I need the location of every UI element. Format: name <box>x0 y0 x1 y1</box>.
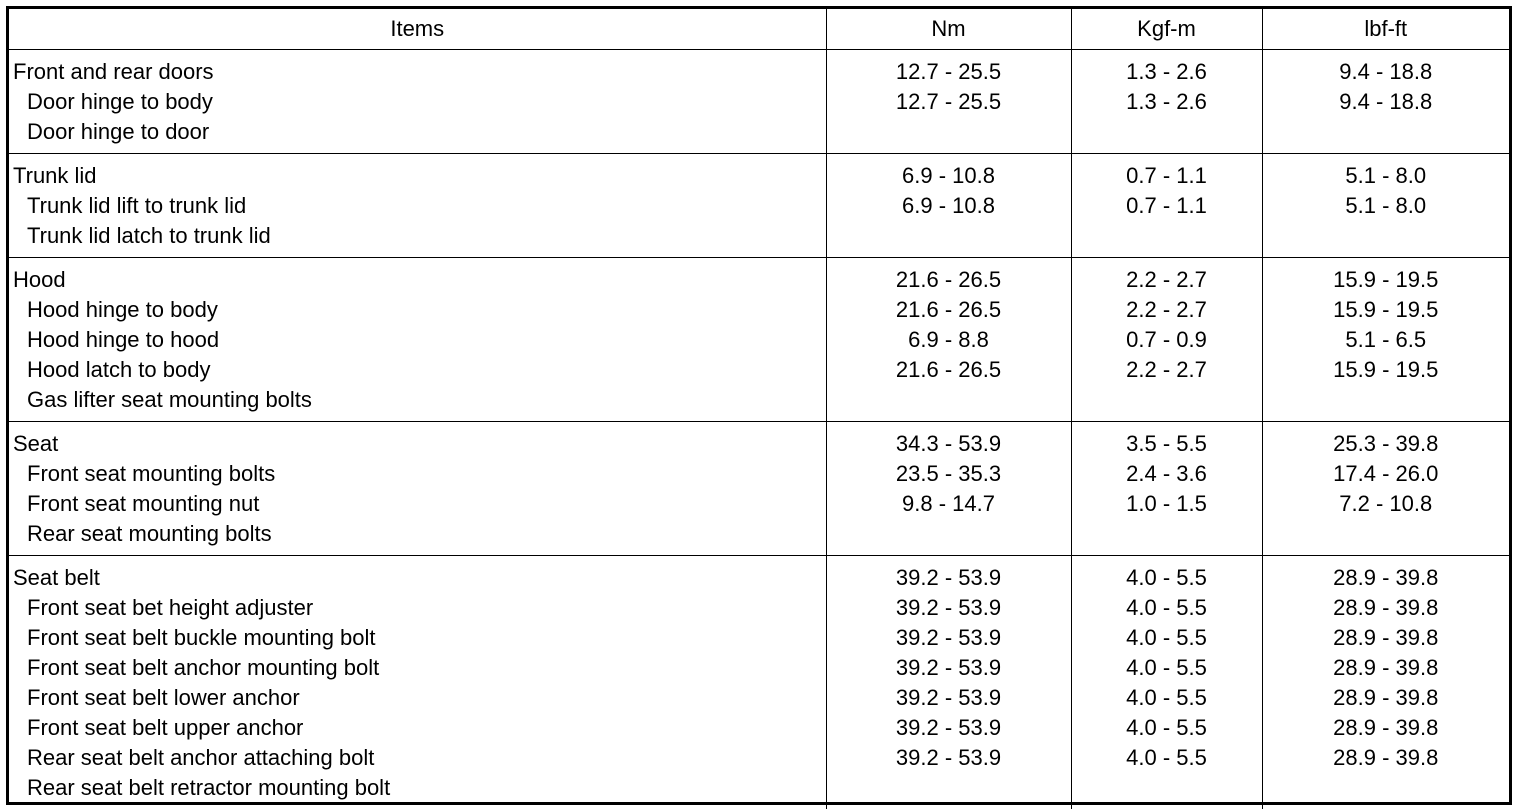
table-group <box>9 258 1509 422</box>
nm-value: 34.3 - 53.9 <box>826 422 1071 460</box>
table-row <box>9 191 1509 221</box>
kgf-m-value <box>1071 117 1262 154</box>
nm-value: 39.2 - 53.9 <box>826 683 1071 713</box>
table-row <box>9 489 1509 519</box>
item-name: Front seat mounting bolts <box>9 459 826 489</box>
table-row <box>9 459 1509 489</box>
lbf-ft-value: 9.4 - 18.8 <box>1262 50 1509 88</box>
lbf-ft-value <box>1262 221 1509 258</box>
table-group <box>9 556 1509 809</box>
item-name: Front seat belt anchor mounting bolt <box>9 653 826 683</box>
lbf-ft-value: 15.9 - 19.5 <box>1262 355 1509 385</box>
column-header-nm: Nm <box>826 9 1071 50</box>
table-row <box>9 653 1509 683</box>
lbf-ft-value: 28.9 - 39.8 <box>1262 593 1509 623</box>
table-group-header-row <box>9 556 1509 594</box>
item-name: Hood hinge to body <box>9 295 826 325</box>
table-group-header-row <box>9 422 1509 460</box>
lbf-ft-value: 25.3 - 39.8 <box>1262 422 1509 460</box>
lbf-ft-value: 28.9 - 39.8 <box>1262 683 1509 713</box>
lbf-ft-value: 15.9 - 19.5 <box>1262 258 1509 296</box>
column-header-lbf-ft: lbf-ft <box>1262 9 1509 50</box>
nm-value <box>826 519 1071 556</box>
table-row <box>9 593 1509 623</box>
item-name: Rear seat belt retractor mounting bolt <box>9 773 826 809</box>
kgf-m-value: 4.0 - 5.5 <box>1071 683 1262 713</box>
table-group <box>9 422 1509 556</box>
kgf-m-value <box>1071 385 1262 422</box>
item-name: Front seat belt buckle mounting bolt <box>9 623 826 653</box>
nm-value: 21.6 - 26.5 <box>826 355 1071 385</box>
nm-value: 39.2 - 53.9 <box>826 593 1071 623</box>
kgf-m-value: 0.7 - 1.1 <box>1071 154 1262 192</box>
table-row <box>9 713 1509 743</box>
table-row <box>9 683 1509 713</box>
nm-value: 12.7 - 25.5 <box>826 87 1071 117</box>
kgf-m-value <box>1071 773 1262 809</box>
lbf-ft-value: 28.9 - 39.8 <box>1262 623 1509 653</box>
group-title: Hood <box>9 258 826 296</box>
lbf-ft-value: 5.1 - 8.0 <box>1262 154 1509 192</box>
kgf-m-value: 2.2 - 2.7 <box>1071 355 1262 385</box>
torque-spec-table-frame <box>6 6 1512 805</box>
item-name: Front seat mounting nut <box>9 489 826 519</box>
lbf-ft-value: 28.9 - 39.8 <box>1262 556 1509 594</box>
lbf-ft-value <box>1262 385 1509 422</box>
item-name: Front seat belt upper anchor <box>9 713 826 743</box>
kgf-m-value: 4.0 - 5.5 <box>1071 743 1262 773</box>
table-row <box>9 295 1509 325</box>
kgf-m-value <box>1071 221 1262 258</box>
lbf-ft-value: 17.4 - 26.0 <box>1262 459 1509 489</box>
item-name: Front seat belt lower anchor <box>9 683 826 713</box>
nm-value <box>826 773 1071 809</box>
table-group-header-row <box>9 258 1509 296</box>
table-group-header-row <box>9 50 1509 88</box>
kgf-m-value: 4.0 - 5.5 <box>1071 653 1262 683</box>
nm-value: 21.6 - 26.5 <box>826 295 1071 325</box>
kgf-m-value: 1.0 - 1.5 <box>1071 489 1262 519</box>
table-row <box>9 773 1509 809</box>
table-group-header-row <box>9 154 1509 192</box>
item-name: Gas lifter seat mounting bolts <box>9 385 826 422</box>
item-name: Door hinge to body <box>9 87 826 117</box>
nm-value: 39.2 - 53.9 <box>826 653 1071 683</box>
nm-value: 39.2 - 53.9 <box>826 556 1071 594</box>
kgf-m-value: 0.7 - 0.9 <box>1071 325 1262 355</box>
table-row <box>9 221 1509 258</box>
nm-value: 39.2 - 53.9 <box>826 713 1071 743</box>
lbf-ft-value <box>1262 117 1509 154</box>
table-row <box>9 117 1509 154</box>
nm-value <box>826 385 1071 422</box>
nm-value: 9.8 - 14.7 <box>826 489 1071 519</box>
item-name: Hood latch to body <box>9 355 826 385</box>
lbf-ft-value: 15.9 - 19.5 <box>1262 295 1509 325</box>
group-title: Trunk lid <box>9 154 826 192</box>
item-name: Trunk lid latch to trunk lid <box>9 221 826 258</box>
header-row <box>9 9 1509 50</box>
nm-value: 6.9 - 8.8 <box>826 325 1071 355</box>
group-title: Seat belt <box>9 556 826 594</box>
item-name: Rear seat belt anchor attaching bolt <box>9 743 826 773</box>
lbf-ft-value: 5.1 - 8.0 <box>1262 191 1509 221</box>
nm-value: 21.6 - 26.5 <box>826 258 1071 296</box>
table-row <box>9 355 1509 385</box>
kgf-m-value: 3.5 - 5.5 <box>1071 422 1262 460</box>
lbf-ft-value: 28.9 - 39.8 <box>1262 743 1509 773</box>
table-row <box>9 325 1509 355</box>
kgf-m-value: 0.7 - 1.1 <box>1071 191 1262 221</box>
nm-value: 6.9 - 10.8 <box>826 154 1071 192</box>
torque-spec-table <box>9 9 1509 809</box>
item-name: Rear seat mounting bolts <box>9 519 826 556</box>
table-row <box>9 623 1509 653</box>
table-row <box>9 385 1509 422</box>
table-group <box>9 154 1509 258</box>
nm-value: 39.2 - 53.9 <box>826 623 1071 653</box>
item-name: Front seat bet height adjuster <box>9 593 826 623</box>
group-title: Seat <box>9 422 826 460</box>
lbf-ft-value <box>1262 773 1509 809</box>
group-title: Front and rear doors <box>9 50 826 88</box>
nm-value: 39.2 - 53.9 <box>826 743 1071 773</box>
item-name: Hood hinge to hood <box>9 325 826 355</box>
table-row <box>9 743 1509 773</box>
lbf-ft-value: 9.4 - 18.8 <box>1262 87 1509 117</box>
column-header-items: Items <box>9 9 826 50</box>
lbf-ft-value: 28.9 - 39.8 <box>1262 713 1509 743</box>
table-row <box>9 87 1509 117</box>
kgf-m-value: 1.3 - 2.6 <box>1071 87 1262 117</box>
kgf-m-value: 2.2 - 2.7 <box>1071 295 1262 325</box>
nm-value: 23.5 - 35.3 <box>826 459 1071 489</box>
nm-value: 6.9 - 10.8 <box>826 191 1071 221</box>
kgf-m-value: 4.0 - 5.5 <box>1071 556 1262 594</box>
kgf-m-value: 4.0 - 5.5 <box>1071 593 1262 623</box>
lbf-ft-value: 28.9 - 39.8 <box>1262 653 1509 683</box>
nm-value <box>826 117 1071 154</box>
kgf-m-value: 2.4 - 3.6 <box>1071 459 1262 489</box>
lbf-ft-value <box>1262 519 1509 556</box>
kgf-m-value: 1.3 - 2.6 <box>1071 50 1262 88</box>
kgf-m-value: 2.2 - 2.7 <box>1071 258 1262 296</box>
table-row <box>9 519 1509 556</box>
kgf-m-value: 4.0 - 5.5 <box>1071 713 1262 743</box>
nm-value <box>826 221 1071 258</box>
nm-value: 12.7 - 25.5 <box>826 50 1071 88</box>
table-group <box>9 50 1509 154</box>
kgf-m-value <box>1071 519 1262 556</box>
column-header-kgf-m: Kgf-m <box>1071 9 1262 50</box>
item-name: Trunk lid lift to trunk lid <box>9 191 826 221</box>
kgf-m-value: 4.0 - 5.5 <box>1071 623 1262 653</box>
lbf-ft-value: 7.2 - 10.8 <box>1262 489 1509 519</box>
item-name: Door hinge to door <box>9 117 826 154</box>
lbf-ft-value: 5.1 - 6.5 <box>1262 325 1509 355</box>
